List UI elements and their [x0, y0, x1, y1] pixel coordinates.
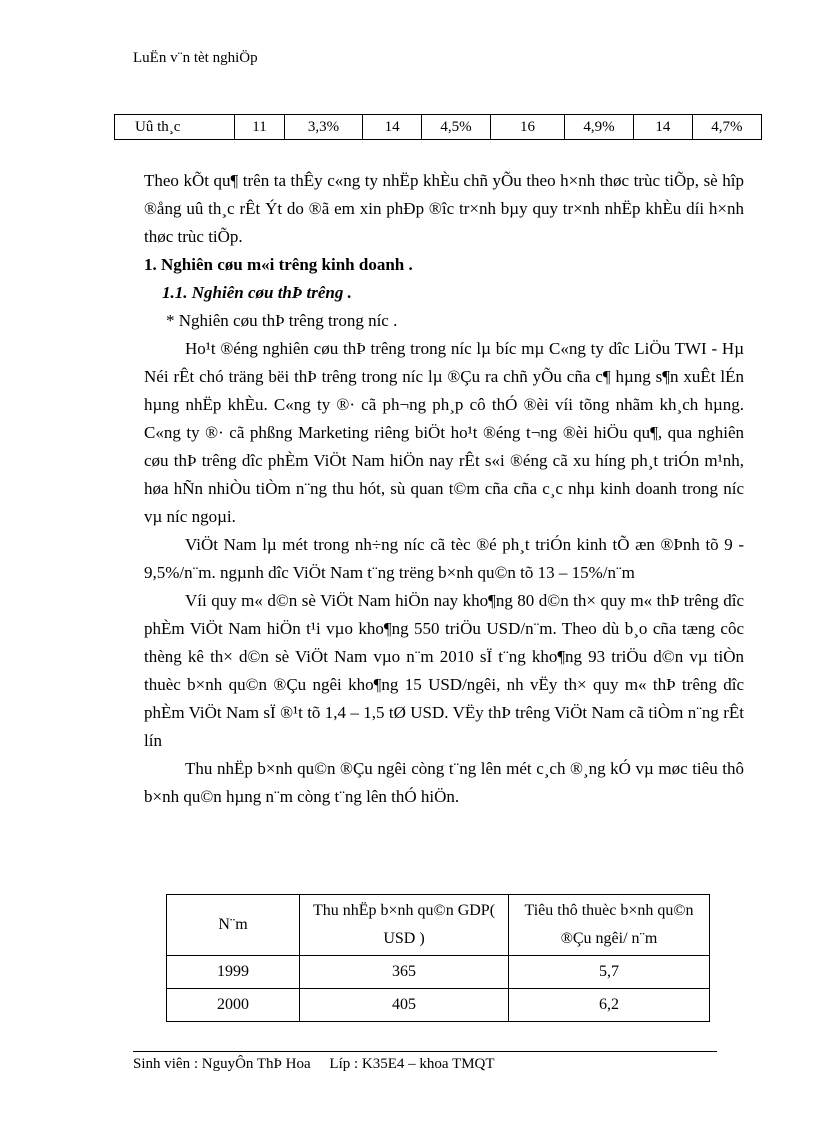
table-cell: 11 — [235, 115, 284, 140]
table-cell: 14 — [363, 115, 422, 140]
page-footer — [133, 1056, 495, 1073]
table-row — [115, 115, 762, 140]
footer-class: Líp : K35E4 – khoa TMQT — [329, 1056, 495, 1072]
sub-subsection-heading: * Nghiên cøu thÞ trêng trong níc . — [166, 311, 398, 330]
table-cell: 4,7% — [692, 115, 761, 140]
table-header-row — [167, 895, 710, 956]
table-cell: 3,3% — [284, 115, 363, 140]
table-cell: 4,9% — [564, 115, 633, 140]
paragraph: Ho¹t ®éng nghiên cøu thÞ trêng trong níc lµ bíc mµ C«ng ty dîc LiÖu TWI - Hµ Néi rÊt chó träng bëi thÞ trêng trong níc lµ ®Çu ra chñ yÕu cña c¶ hµng s¶n xuÊt lÉn hµng nhËp khÈu. C«ng ty ®· cã ph¬ng ph¸p cô thÓ ®èi víi tõng nhãm kh¸ch hµng. C«ng ty ®· cã phßng Marketing riêng biÖt ho¹t ®éng t¬ng ®èi hiÖu qu¶, qua nghiên cøu thÞ trêng dîc phÈm ViÖt Nam hiÖn nay rÊt s«i ®éng cã xu híng ph¸t triÓn m¹nh, høa hÑn nhiÒu tiÒm n¨ng thu hót, sù quan t©m cña cña c¸c nhµ kinh doanh trong níc vµ níc ngoµi. — [144, 339, 744, 526]
table-header-cell: N¨m — [167, 895, 300, 956]
table-cell: 1999 — [167, 956, 300, 989]
summary-table-row — [114, 114, 762, 140]
table-cell: 6,2 — [509, 989, 710, 1022]
body-content — [144, 167, 744, 811]
paragraph: Thu nhËp b×nh qu©n ®Çu ngêi còng t¨ng lên mét c¸ch ®¸ng kÓ vµ møc tiêu thô b×nh qu©n hµng n¨m còng t¨ng lên thÓ hiÖn. — [144, 759, 744, 806]
table-cell: 5,7 — [509, 956, 710, 989]
table-cell: 365 — [300, 956, 509, 989]
income-table — [166, 894, 710, 1022]
table-cell: 4,5% — [421, 115, 490, 140]
table-cell: 405 — [300, 989, 509, 1022]
paragraph: ViÖt Nam lµ mét trong nh÷ng níc cã tèc ®é ph¸t triÓn kinh tÕ æn ®Þnh tõ 9 - 9,5%/n¨m. ngµnh dîc ViÖt Nam t¨ng trëng b×nh qu©n tõ 13 – 15%/n¨m — [144, 535, 744, 582]
table-cell: Uû th¸c — [115, 115, 235, 140]
paragraph: Víi quy m« d©n sè ViÖt Nam hiÖn nay kho¶ng 80 d©n th× quy m« thÞ trêng dîc phÈm ViÖt Nam hiÖn t¹i vµo kho¶ng 550 triÖu USD/n¨m. Theo dù b¸o cña tæng côc thèng kê th× d©n sè ViÖt Nam vµo n¨m 2010 sÏ t¨ng kho¶ng 93 triÖu d©n vµ tiÒn thuèc b×nh qu©n ®Çu ngêi kho¶ng 15 USD/ngêi, nh vËy th× quy m« thÞ trêng dîc phÈm ViÖt Nam sÏ ®¹t tõ 1,4 – 1,5 tØ USD. VËy thÞ trêng ViÖt Nam cã tiÒm n¨ng rÊt lín — [144, 591, 744, 750]
footer-divider — [133, 1051, 717, 1052]
section-heading: 1. Nghiên cøu m«i trêng kinh doanh . — [144, 255, 413, 274]
table-cell: 16 — [491, 115, 565, 140]
table-row — [167, 956, 710, 989]
paragraph: Theo kÕt qu¶ trên ta thÊy c«ng ty nhËp khÈu chñ yÕu theo h×nh thøc trùc tiÕp, sè hîp ®ång uû th¸c rÊt Ýt do ®ã em xin phÐp ®îc tr×nh bµy quy tr×nh nhËp khÈu díi h×nh thøc trùc tiÕp. — [144, 171, 744, 246]
table-header-cell: Tiêu thô thuèc b×nh qu©n ®Çu ngêi/ n¨m — [509, 895, 710, 956]
subsection-heading: 1.1. Nghiên cøu thÞ trêng . — [162, 283, 352, 302]
table-cell: 2000 — [167, 989, 300, 1022]
footer-student: Sinh viên : NguyÔn ThÞ Hoa — [133, 1056, 311, 1072]
table-row — [167, 989, 710, 1022]
page-header: LuËn v¨n tèt nghiÖp — [133, 50, 258, 66]
table-header-cell: Thu nhËp b×nh qu©n GDP( USD ) — [300, 895, 509, 956]
table-cell: 14 — [634, 115, 693, 140]
